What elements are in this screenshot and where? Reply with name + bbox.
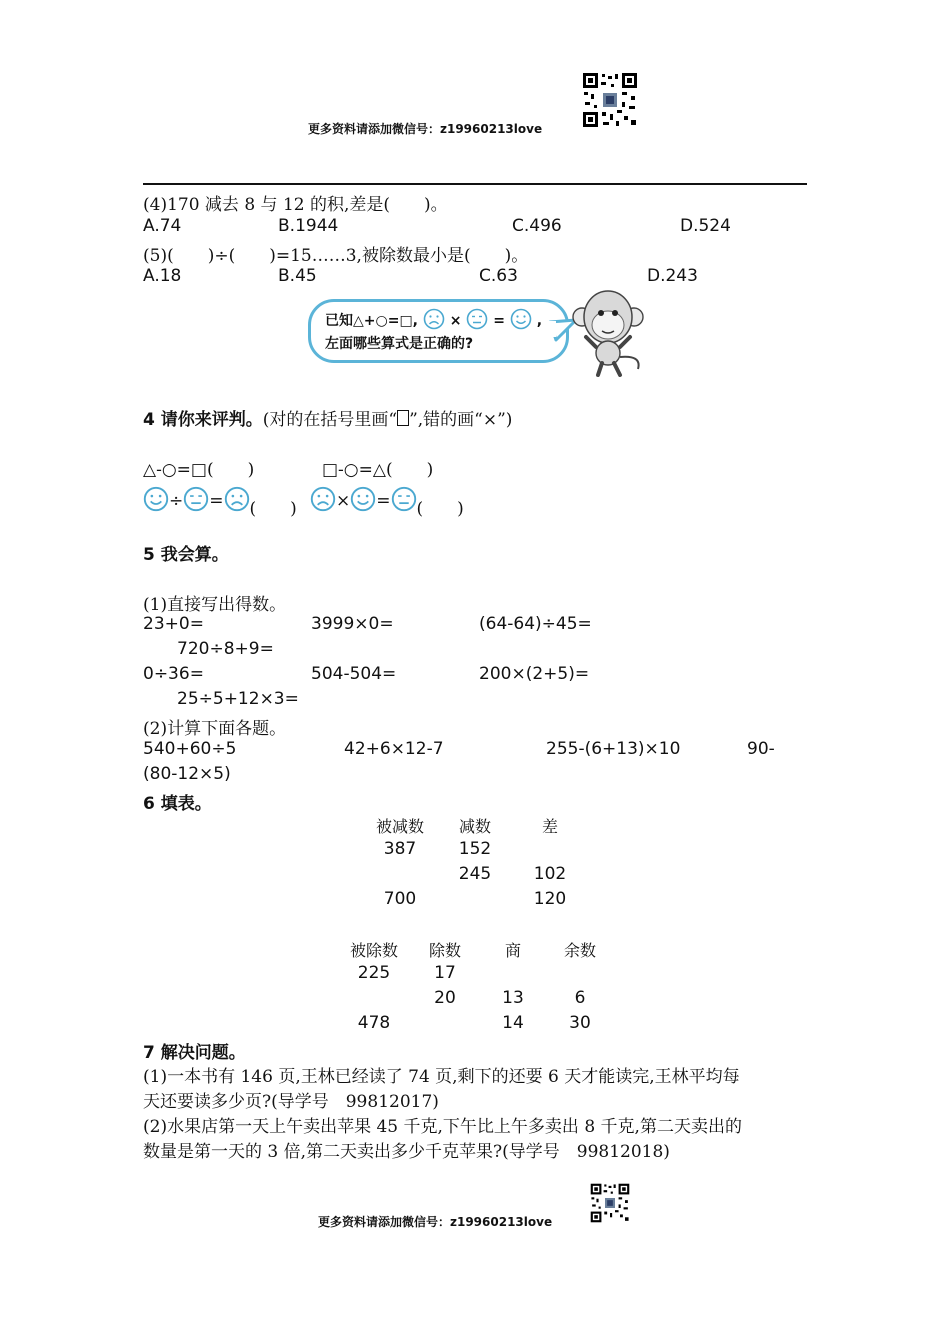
- q5-row2-b: 504-504=: [311, 664, 397, 684]
- table2-header: 商: [504, 941, 521, 960]
- bubble-op-times: ×: [449, 313, 462, 329]
- q5-row1-wrap: 720÷8+9=: [177, 639, 274, 659]
- q5-row1-a: 23+0=: [143, 614, 204, 634]
- q3-item4-option-c: C.496: [512, 216, 562, 236]
- frown-face-icon: [224, 486, 250, 517]
- q6-title: 6 填表。: [143, 794, 212, 814]
- bubble-line1-prefix: 已知△+○=□,: [325, 313, 418, 329]
- q3-item5: (5)( )÷( )=15……3,被除数最小是( )。: [143, 246, 529, 266]
- bubble-line1-suffix: ,: [536, 313, 543, 329]
- q4-eq4: [310, 486, 464, 519]
- q5-row2-a: 0÷36=: [143, 664, 204, 684]
- table2-cell: 478: [357, 1013, 391, 1033]
- table1-cell: 152: [458, 839, 492, 859]
- table2-cell: 20: [434, 988, 456, 1008]
- table2-cell: 30: [569, 1013, 591, 1033]
- q4-eq4-op1: ×: [336, 491, 351, 511]
- frown-face-icon: [310, 486, 336, 517]
- q3-item4-option-d: D.524: [680, 216, 731, 236]
- q3-item5-option-a: A.18: [143, 266, 182, 286]
- q5-row1-c: (64-64)÷45=: [479, 614, 592, 634]
- q5-row3-wrap: (80-12×5): [143, 764, 231, 784]
- q5-row3-c: 255-(6+13)×10: [546, 739, 681, 759]
- q5-row2-c: 200×(2+5)=: [479, 664, 590, 684]
- watermark-text-bottom: 更多资料请添加微信号：z19960213love: [318, 1215, 553, 1229]
- table2-cell: 17: [434, 963, 456, 983]
- bubble-line2: 左面哪些算式是正确的?: [325, 336, 474, 352]
- q4-eq3-op2: =: [209, 491, 224, 511]
- table1-cell: 245: [458, 864, 492, 884]
- neutral-face-icon: [183, 486, 209, 517]
- bubble-op-equals: =: [493, 313, 505, 329]
- q4-eq2: □-○=△( ): [322, 460, 434, 480]
- q4-title: 4 请你来评判。: [143, 410, 263, 430]
- q4-instruction-mid: ”,错的画“×”): [409, 410, 513, 430]
- q4-eq4-tail: ( ): [416, 499, 464, 519]
- table2-cell: 6: [574, 988, 586, 1008]
- q3-item4: (4)170 减去 8 与 12 的积,差是( )。: [143, 195, 448, 215]
- q3-item5-option-d: D.243: [647, 266, 698, 286]
- q7-title: 7 解决问题。: [143, 1043, 246, 1063]
- q3-item5-option-c: C.63: [479, 266, 518, 286]
- table2-header: 余数: [563, 941, 596, 960]
- q5-row3-a: 540+60÷5: [143, 739, 237, 759]
- neutral-face-icon: [391, 486, 417, 517]
- table1-cell: 387: [383, 839, 417, 859]
- q4-eq4-op2: =: [376, 491, 391, 511]
- table1-cell: 102: [533, 864, 567, 884]
- q5-row3-d: 90-: [747, 739, 775, 759]
- q4-eq3: [143, 486, 297, 519]
- q4-eq1: △-○=□( ): [143, 460, 255, 480]
- q7-problem1-line2: 天还要读多少页?(导学号 99812017): [143, 1092, 439, 1112]
- qr-code-top: [582, 72, 638, 128]
- watermark-text-top: 更多资料请添加微信号：z19960213love: [308, 122, 543, 136]
- table1-header: 被减数: [375, 817, 424, 836]
- q5-row1-b: 3999×0=: [311, 614, 394, 634]
- neutral-face-icon: [466, 308, 488, 334]
- q5-row3-b: 42+6×12-7: [344, 739, 444, 759]
- q3-item5-option-b: B.45: [278, 266, 317, 286]
- frown-face-icon: [423, 308, 445, 334]
- q4-eq3-tail: ( ): [249, 499, 297, 519]
- smile-face-icon: [143, 486, 169, 517]
- q5-sub2: (2)计算下面各题。: [143, 719, 287, 739]
- monkey-illustration: [568, 285, 648, 377]
- qr-code-bottom: [590, 1183, 630, 1223]
- q4-instruction: (对的在括号里画“: [262, 410, 398, 430]
- q7-problem2-line1: (2)水果店第一天上午卖出苹果 45 千克,下午比上午多卖出 8 千克,第二天卖出的: [143, 1117, 742, 1137]
- table2-header: 被除数: [349, 941, 398, 960]
- q3-item4-option-a: A.74: [143, 216, 182, 236]
- q4-eq3-op1: ÷: [169, 491, 184, 511]
- table2-cell: 14: [502, 1013, 524, 1033]
- table1-cell: 120: [533, 889, 567, 909]
- q5-row2-wrap: 25÷5+12×3=: [177, 689, 299, 709]
- table2-cell: 13: [502, 988, 524, 1008]
- q4-check-mark: [397, 410, 409, 426]
- table1-cell: 700: [383, 889, 417, 909]
- smile-face-icon: [350, 486, 376, 517]
- q4-line: [143, 405, 512, 430]
- q5-title: 5 我会算。: [143, 545, 229, 565]
- table1-header: 差: [541, 817, 558, 836]
- q5-sub1: (1)直接写出得数。: [143, 595, 287, 615]
- table2-header: 除数: [428, 941, 461, 960]
- q3-item4-option-b: B.1944: [278, 216, 339, 236]
- q7-problem1-line1: (1)一本书有 146 页,王林已经读了 74 页,剩下的还要 6 天才能读完,王林平均每: [143, 1067, 740, 1087]
- q7-problem2-line2: 数量是第一天的 3 倍,第二天卖出多少千克苹果?(导学号 99812018): [143, 1142, 670, 1162]
- speech-bubble: [308, 299, 569, 363]
- table1-header: 减数: [458, 817, 491, 836]
- table2-cell: 225: [357, 963, 391, 983]
- header-rule: [143, 183, 807, 185]
- smile-face-icon: [510, 308, 532, 334]
